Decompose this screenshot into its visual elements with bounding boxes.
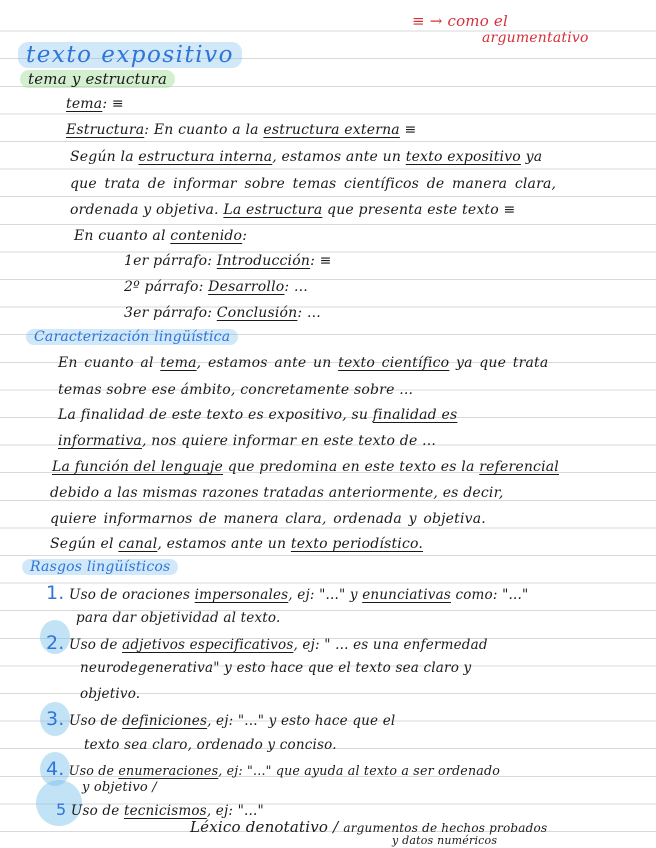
- estructura-line: [66, 122, 416, 138]
- rasgo-5-line1: [56, 800, 264, 819]
- car-line4: [58, 433, 436, 449]
- rasgo-1-l1a: Uso de oraciones: [69, 587, 191, 603]
- p1-line1: [70, 149, 542, 165]
- p1-l3b: La estructura: [223, 202, 323, 218]
- car-l5a: La función del lenguaje: [52, 459, 224, 475]
- parrafo-1-tail: : ≡: [310, 253, 332, 269]
- car-l1a: En cuanto al: [58, 355, 154, 371]
- rasgo-1-l1e: como: "...": [455, 587, 529, 603]
- p1-l4a: En cuanto al: [74, 228, 166, 244]
- parrafo-1-name: Introducción: [216, 253, 311, 269]
- car-line8: [50, 536, 423, 552]
- margin-note-line1: [412, 12, 508, 30]
- estructura-label: Estructura: [66, 122, 145, 138]
- p1-line4: [74, 228, 247, 244]
- car-line7: quiere informarnos de manera clara, ordenada y objetiva.: [50, 511, 486, 527]
- car-l8c: , estamos ante un: [157, 536, 287, 552]
- car-l1d: texto científico: [338, 355, 450, 371]
- estructura-end: ≡: [404, 122, 417, 138]
- parrafo-2-name: Desarrollo: [208, 279, 285, 295]
- caracterizacion-heading: [26, 329, 238, 345]
- estructura-mid: : En cuanto a la: [144, 122, 259, 138]
- rasgo-4-l1c: , ej: "..." que ayuda al texto a ser ordenado: [218, 763, 501, 778]
- p1-line2: que trata de informar sobre temas científicos de manera clara,: [70, 176, 557, 192]
- subtitle-text: tema y estructura: [20, 70, 175, 88]
- rasgo-4-l1a: Uso de: [68, 763, 115, 778]
- margin-note-text: ≡ → como el: [412, 12, 509, 30]
- parrafo-2-tail: : ...: [284, 279, 308, 295]
- tema-rest: : ≡: [102, 96, 124, 112]
- car-l8a: Según el: [50, 536, 114, 552]
- car-l1b: tema: [160, 355, 197, 371]
- parrafo-3-num: 3er: [124, 305, 149, 321]
- car-l5b: que predomina en este texto es la: [227, 459, 475, 475]
- car-l4b: , nos quiere informar en este texto de ...: [141, 433, 437, 449]
- rasgo-3-l1b: definiciones: [122, 713, 208, 729]
- page-title-text: texto expositivo: [18, 42, 242, 68]
- p1-l1e: ya: [525, 149, 543, 165]
- margin-note-line2: argumentativo: [482, 30, 589, 46]
- tema-line: [66, 96, 124, 112]
- car-l1e: ya que trata: [455, 355, 549, 371]
- rasgo-1-l1c: , ej: "..." y: [288, 587, 358, 603]
- car-line1: [58, 355, 548, 371]
- rasgo-4-line2: y objetivo /: [82, 780, 157, 795]
- car-line3: [58, 407, 457, 423]
- rasgo-1-l1d: enunciativas: [362, 587, 451, 603]
- rasgo-5-l1a: Uso de: [70, 803, 120, 819]
- car-line6: debido a las mismas razones tratadas anteriormente, es decir,: [50, 485, 504, 501]
- p1-l4c: :: [242, 228, 248, 244]
- car-l4a: informativa: [58, 433, 142, 449]
- rasgo-2-line3: objetivo.: [80, 686, 141, 702]
- rasgo-3-line2: texto sea claro, ordenado y conciso.: [84, 737, 337, 753]
- p1-l1c: , estamos ante un: [272, 149, 402, 165]
- rasgos-heading: [22, 559, 178, 575]
- p1-line3: [70, 202, 515, 218]
- car-line5: [52, 459, 559, 475]
- rasgo-2-l1c: , ej: " ... es una enfermedad: [293, 637, 488, 653]
- car-l8d: texto periodístico.: [290, 536, 424, 552]
- parrafo-1-label: párrafo:: [153, 253, 213, 269]
- rasgo-2-l1a: Uso de: [69, 637, 118, 653]
- parrafo-3-label: párrafo:: [153, 305, 213, 321]
- car-l1c: , estamos ante un: [196, 355, 332, 371]
- p1-l1a: Según la: [70, 149, 134, 165]
- car-line2: temas sobre ese ámbito, concretamente sobre ...: [58, 382, 414, 398]
- parrafo-1: [124, 253, 332, 269]
- parrafo-2-label: párrafo:: [144, 279, 204, 295]
- rasgo-4-line1: [46, 758, 500, 780]
- footer-b: argumentos de hechos probados: [343, 821, 548, 835]
- rasgo-1-num: 1.: [46, 582, 65, 604]
- p1-l4b: contenido: [170, 228, 243, 244]
- p1-l3c: que presenta este texto ≡: [327, 202, 516, 218]
- rasgo-1-line1: [46, 582, 528, 604]
- rasgo-3-num: 3.: [46, 708, 65, 730]
- parrafo-2-num: 2º: [124, 279, 140, 295]
- car-l3b: finalidad es: [372, 407, 458, 423]
- rasgo-2-num: 2.: [46, 632, 65, 654]
- parrafo-1-num: 1er: [124, 253, 149, 269]
- rasgo-3-l1a: Uso de: [69, 713, 118, 729]
- rasgo-4-num: 4.: [46, 758, 65, 780]
- estructura-externa: estructura externa: [263, 122, 400, 138]
- rasgo-2-l1b: adjetivos especificativos: [122, 637, 294, 653]
- car-l5c: referencial: [479, 459, 559, 475]
- footer-a: Léxico denotativo /: [190, 818, 339, 836]
- p1-l3a: ordenada y objetiva.: [70, 202, 219, 218]
- rasgo-3-l1c: , ej: "..." y esto hace que el: [207, 713, 396, 729]
- rasgo-4-l1b: enumeraciones: [118, 763, 219, 778]
- rasgo-5-num: 5: [56, 800, 67, 819]
- p1-l1d: texto expositivo: [405, 149, 521, 165]
- rasgo-2-line2: neurodegenerativa" y esto hace que el texto sea claro y: [80, 660, 472, 676]
- page-title: [18, 42, 242, 68]
- parrafo-2: [124, 279, 308, 295]
- parrafo-3-name: Conclusión: [216, 305, 298, 321]
- car-l3a: La finalidad de este texto es expositivo, su: [58, 407, 369, 423]
- rasgo-2-line1: [46, 632, 488, 654]
- caracterizacion-heading-text: Caracterización lingüística: [26, 329, 238, 345]
- rasgo-3-line1: [46, 708, 395, 730]
- parrafo-3-tail: : ...: [297, 305, 321, 321]
- car-l8b: canal: [118, 536, 158, 552]
- rasgo-1-l1b: impersonales: [194, 587, 289, 603]
- rasgo-5-l1b: tecnicismos: [123, 803, 207, 819]
- subtitle: [20, 70, 175, 88]
- rasgos-heading-text: Rasgos lingüísticos: [22, 559, 178, 575]
- parrafo-3: [124, 305, 321, 321]
- footer-line2: y datos numéricos: [392, 834, 498, 847]
- tema-label: tema: [66, 96, 103, 112]
- rasgo-5-l1c: , ej: "...": [206, 803, 264, 819]
- rasgo-1-line2: para dar objetividad al texto.: [76, 610, 281, 626]
- p1-l1b: estructura interna: [138, 149, 273, 165]
